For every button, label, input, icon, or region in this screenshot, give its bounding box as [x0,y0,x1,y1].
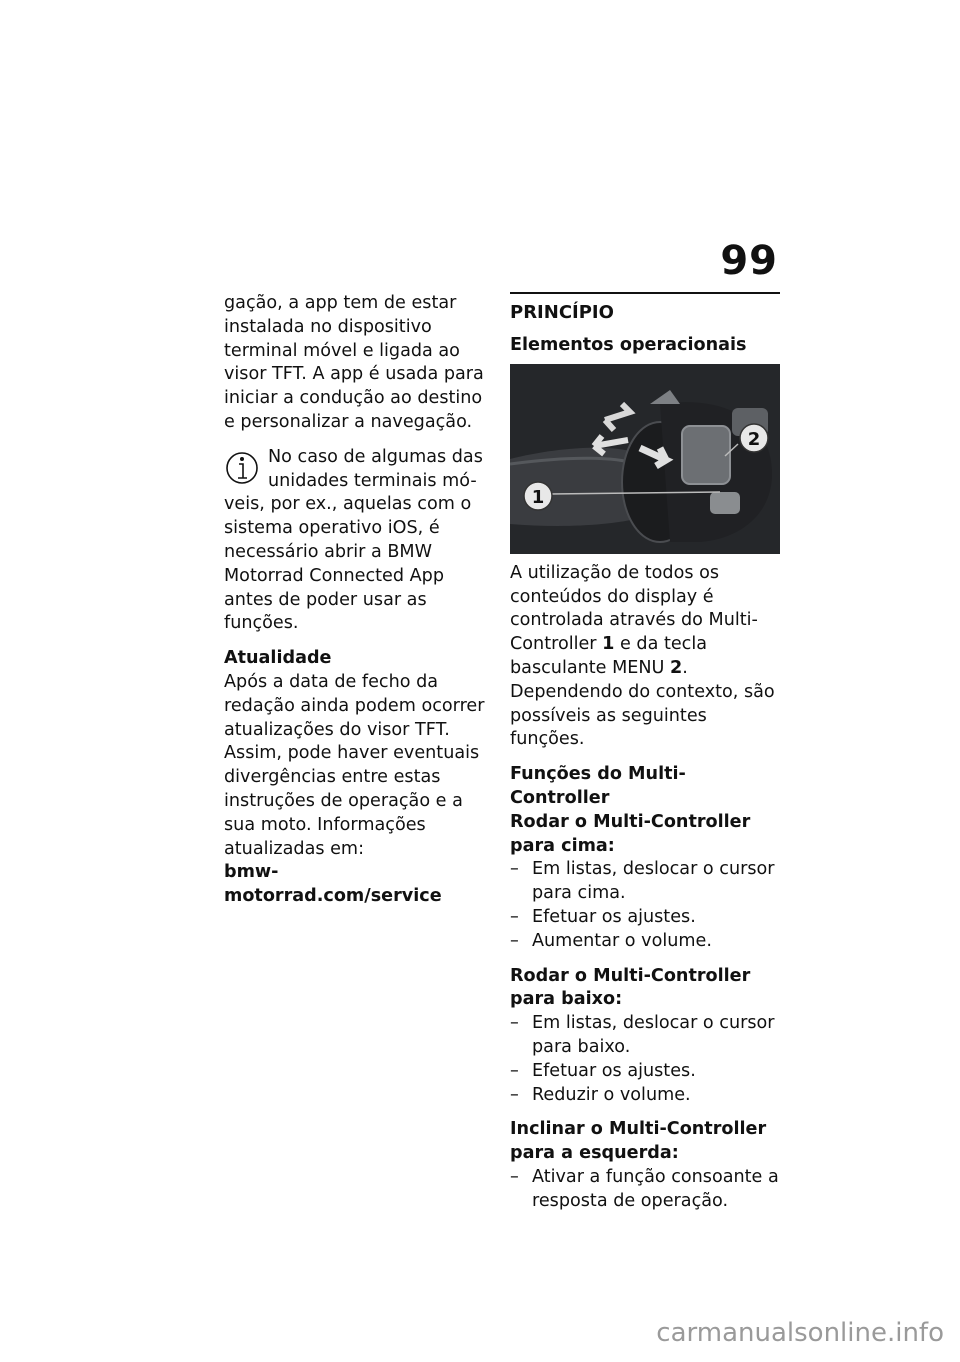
list-item: – Reduzir o volume. [510,1084,780,1108]
list-item: – Efetuar os ajustes. [510,906,780,930]
description-part-2: e da tecla basculante MENU [510,634,708,678]
list-item: – Aumentar o volume. [510,930,780,954]
photo-label-1: 1 [531,486,545,508]
subsection-title: Elementos operacionais [510,335,747,355]
page-number: 99 [720,238,778,284]
group-list-tilt-left [510,1166,780,1214]
list-item: – Em listas, deslocar o cursor para baixo. [510,1012,780,1060]
list-item: – Ativar a função consoante a resposta de operação. [510,1166,780,1214]
watermark: carmanualsonline.info [656,1318,944,1348]
group-heading-rotate-up: Rodar o Multi-Controller para cima: [510,811,751,856]
info-note [224,446,490,636]
photo-label-2: 2 [747,428,761,450]
note-line-2: unidades terminais mó- [268,470,477,491]
update-title: Atualidade [224,648,332,669]
intro-paragraph: gação, a app tem de estar instalada no dispositivo terminal móvel e ligada ao visor TFT. A app é usada para iniciar a condução ao destino e personalizar a navegação. [224,293,484,432]
group-list-rotate-up [510,858,780,953]
group-list-rotate-down [510,1012,780,1107]
info-icon [224,448,260,488]
description-paragraph [510,562,780,752]
update-link[interactable]: bmw-motorrad.com/service [224,862,442,907]
description-ref-2: 2 [670,657,683,678]
description-part-3: . Dependendo do contexto, são possíveis as seguintes funções. [510,657,775,750]
update-text: Após a data de fecho da redação ainda podem ocorrer atualizações do visor TFT. Assim, pode haver eventuais divergências entre estas instruções de operação e a sua moto. Informações atualizadas em: [224,671,485,859]
list-item: – Em listas, deslocar o cursor para cima. [510,858,780,906]
description-part-1: A utilização de todos os conteúdos do display é controlada através do Multi-Controller [510,562,758,655]
group-heading-rotate-down: Rodar o Multi-Controller para baixo: [510,965,751,1010]
section-title: PRINCÍPIO [510,302,614,323]
description-ref-1: 1 [602,634,615,655]
note-rest: veis, por ex., aquelas com o sistema operativo iOS, é necessário abrir a BMW Motorrad Connected App antes de poder usar as funções. [224,494,472,634]
group-heading-tilt-left: Inclinar o Multi-Controller para a esquerda: [510,1119,767,1164]
right-column [510,292,780,1225]
left-column [224,292,490,909]
section-divider [510,292,780,326]
note-line-1: No caso de algumas das [268,446,483,467]
handlebar-controls-photo [510,364,780,554]
functions-title: Funções do Multi-Controller [510,764,686,808]
list-item: – Efetuar os ajustes. [510,1060,780,1084]
